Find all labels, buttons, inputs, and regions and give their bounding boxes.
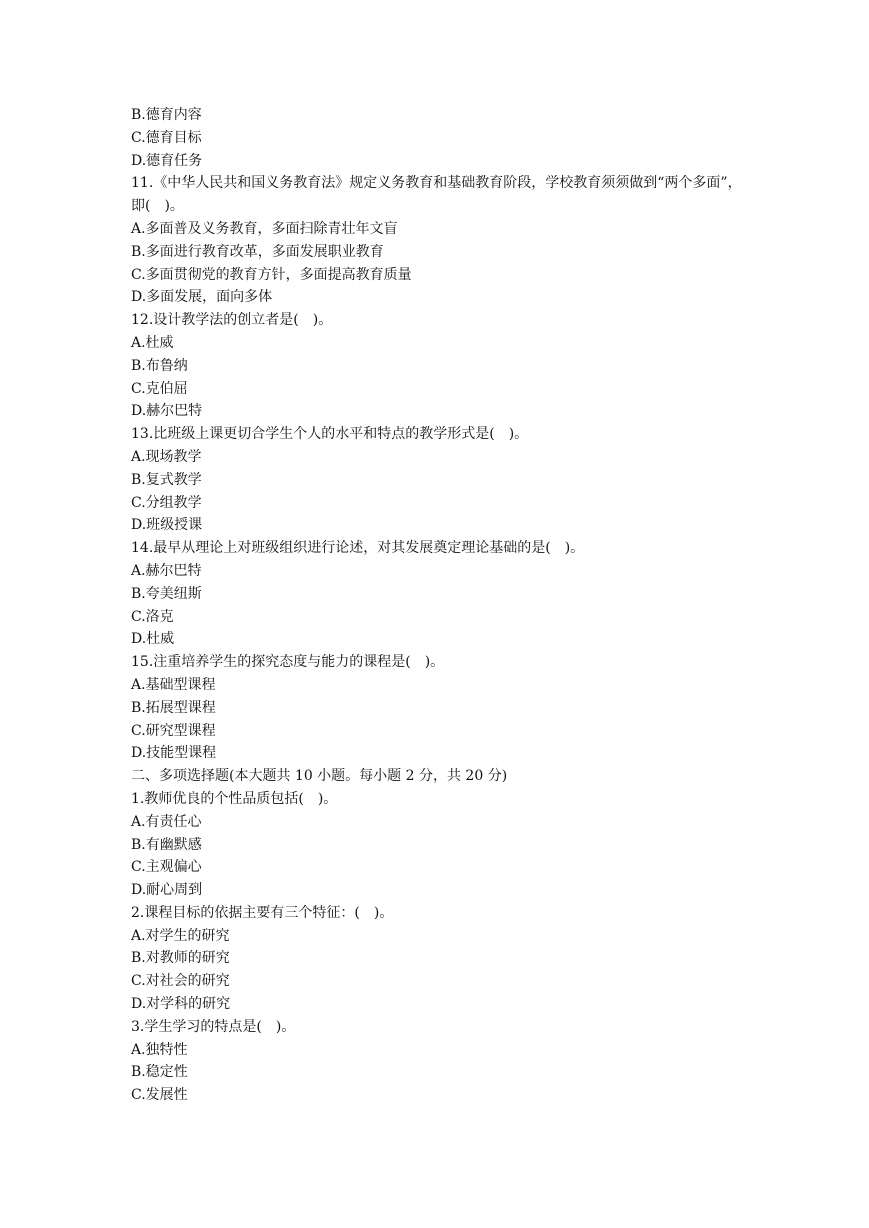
question-stem-11: 11.《中华人民共和国义务教育法》规定义务教育和基础教育阶段，学校教育须须做到“两个多面”，即( )。	[131, 175, 742, 215]
option-line: C.对社会的研究	[131, 973, 230, 990]
option-line: B.对教师的研究	[131, 950, 230, 967]
option-line: B.有幽默感	[131, 836, 202, 853]
option-line: A.独特性	[131, 1041, 188, 1058]
option-line: D.德育任务	[131, 152, 203, 169]
option-line: B.复式教学	[131, 471, 202, 488]
option-line: A.现场教学	[131, 448, 202, 465]
question-stem-12: 12.设计教学法的创立者是( )。	[131, 312, 333, 329]
option-line: A.基础型课程	[131, 676, 216, 693]
option-line: B.夸美纽斯	[131, 585, 202, 602]
option-line: A.多面普及义务教育，多面扫除青壮年文盲	[131, 220, 398, 237]
section-heading: 二、多项选择题(本大题共 10 小题。每小题 2 分，共 20 分)	[131, 768, 508, 785]
option-line: A.杜威	[131, 334, 174, 351]
option-line: B.拓展型课程	[131, 699, 216, 716]
option-line: C.洛克	[131, 608, 174, 625]
question-stem-13: 13.比班级上课更切合学生个人的水平和特点的教学形式是( )。	[131, 426, 529, 443]
multi-question-stem-2: 2.课程目标的依据主要有三个特征：( )。	[131, 904, 394, 921]
option-line: D.杜威	[131, 631, 175, 648]
option-line: D.对学科的研究	[131, 996, 231, 1013]
multi-question-stem-1: 1.教师优良的个性品质包括( )。	[131, 790, 338, 807]
document-content	[131, 104, 751, 1107]
option-line: A.有责任心	[131, 813, 202, 830]
multi-question-stem-3: 3.学生学习的特点是( )。	[131, 1018, 296, 1035]
option-line: A.赫尔巴特	[131, 562, 202, 579]
option-line: B.稳定性	[131, 1064, 188, 1081]
option-line: D.班级授课	[131, 517, 203, 534]
option-line: C.分组教学	[131, 494, 202, 511]
option-line: C.克伯屈	[131, 380, 188, 397]
question-stem-15: 15.注重培养学生的探究态度与能力的课程是( )。	[131, 654, 445, 671]
option-line: C.多面贯彻党的教育方针，多面提高教育质量	[131, 266, 412, 283]
option-line: D.多面发展，面向多体	[131, 289, 273, 306]
question-stem-14: 14.最早从理论上对班级组织进行论述，对其发展奠定理论基础的是( )。	[131, 540, 585, 557]
option-line: D.赫尔巴特	[131, 403, 203, 420]
option-line: B.德育内容	[131, 107, 202, 123]
option-line: C.德育目标	[131, 129, 202, 146]
option-line: A.对学生的研究	[131, 927, 230, 944]
option-line: C.主观偏心	[131, 859, 202, 876]
option-line: B.多面进行教育改革，多面发展职业教育	[131, 243, 384, 260]
option-line: C.发展性	[131, 1087, 188, 1104]
option-line: D.技能型课程	[131, 745, 217, 762]
option-line: D.耐心周到	[131, 882, 203, 899]
option-line: C.研究型课程	[131, 722, 216, 739]
option-line: B.布鲁纳	[131, 357, 188, 374]
